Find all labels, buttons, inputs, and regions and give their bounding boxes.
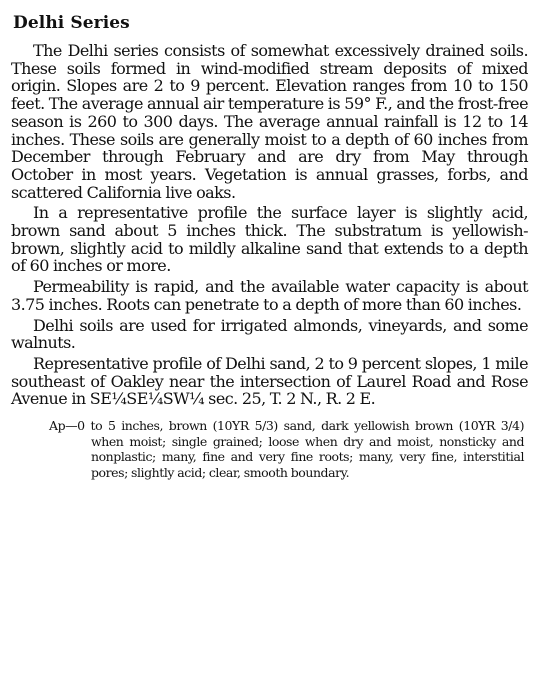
paragraph-land-use: Delhi soils are used for irrigated almonds, vineyards, and some walnuts.: [11, 315, 528, 353]
horizon-ap-description: Ap—0 to 5 inches, brown (10YR 5/3) sand, dark yellowish brown (10YR 3/4) when moist; single grained; loose when dry and moist, nonsticky and nonplastic; many, fine and very fine roots; many, very fine, interstitial pores; slightly acid; clear, smooth boundary.: [49, 418, 524, 480]
paragraph-profile-location: Representative profile of Delhi sand, 2 to 9 percent slopes, 1 mile southeast of Oakley near the intersection of Laurel Road and Rose Avenue in SE¼SE¼SW¼ sec. 25, T. 2 N., R. 2 E.: [11, 353, 528, 409]
paragraph-permeability: Permeability is rapid, and the available water capacity is about 3.75 inches. Roots can penetrate to a depth of more than 60 inches.: [11, 277, 528, 314]
section-heading: Delhi Series: [13, 13, 130, 33]
paragraph-representative-profile: In a representative profile the surface layer is slightly acid, brown sand about 5 inches thick. The substratum is yellowish-brown, slightly acid to mildly alkaline sand that extends to a depth of 60 inches or more.: [11, 203, 528, 276]
paragraph-series-description: The Delhi series consists of somewhat excessively drained soils. These soils formed in wind-modified stream deposits of mixed origin. Slopes are 2 to 9 percent. Elevation ranges from 10 to 150 feet. The average annual air temperature is 59° F., and the frost-free season is 260 to 300 days. The average annual rainfall is 12 to 14 inches. These soils are generally moist to a depth of 60 inches from December through February and are dry from May through October in most years. Vegetation is annual grasses, forbs, and scattered California live oaks.: [11, 41, 528, 202]
